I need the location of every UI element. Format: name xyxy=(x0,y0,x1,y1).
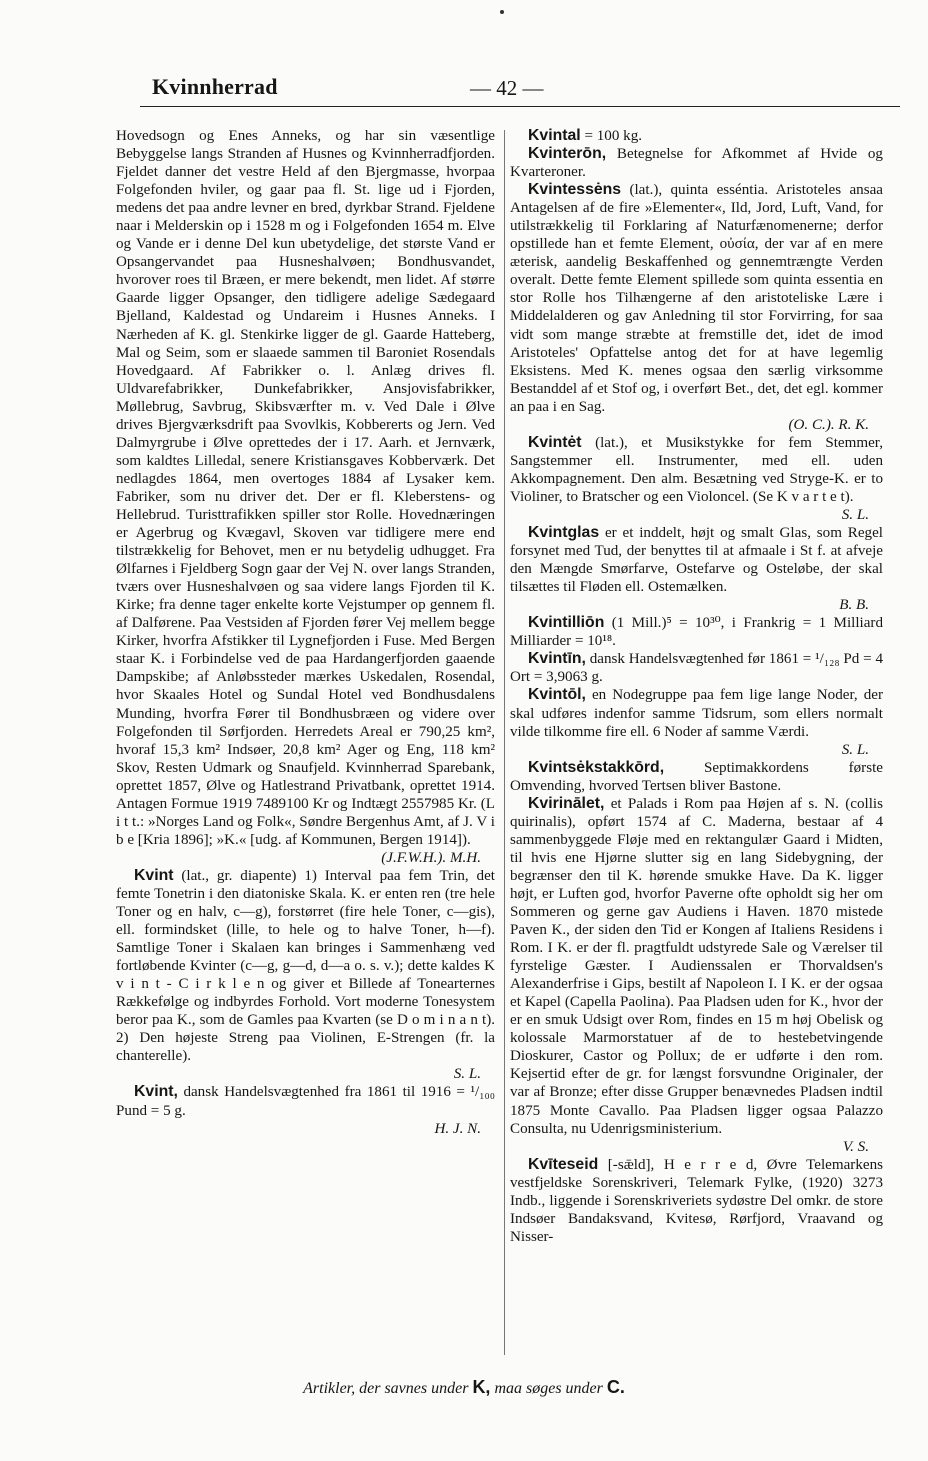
entry-text: dansk Handelsvægtenhed fra 1861 til 1916 = ¹/₁₀₀ Pund = 5 g. xyxy=(116,1084,495,1119)
column-divider xyxy=(504,130,505,1355)
author-signature: (J.F.W.H.). M.H. xyxy=(381,849,481,866)
entry-kvintsekstakkord xyxy=(510,759,883,795)
entry-text: Hovedsogn og Enes Anneks, og har sin væsentlige Bebyggelse langs Stranden af Husnes og Kvinnherradfjorden. Fjeldet danner det vestre Held af den Bjergmasse, hvorpaa Folgefonden hviler, og gaar paa fl. St. lige ud i Fjorden, medens det paa andre levner en bred, dyrkbar Strand. Fjeldene naar i Melderskin op i 1528 m og i Folgefonden 1654 m. Elve og Vande er i denne Del kun ubetydelige, det største Vand er Opsangervandet paa Husneshalvøen; Bondhusvandet, hvorover roes til Bræen, er mere bekendt, men lidet. Af større Gaarde ligger Opsanger, den tidligere adelige Sædegaard Bjelland, Kaldestad og Undareim i Husnes Anneks. I Nærheden af K. gl. Stenkirke ligger de gl. Gaarde Hatteberg, Mal og Seim, som er slaaede sammen til Baroniet Rosendals Hovedgaard. Af Fabrikker o. l. Anlæg drives fl. Uldvarefabrikker, Dunkefabrikker, Ansjovisfabrikker, Møllebrug, Savbrug, Skibsværfter m. v. Ved Dale i Ølve drives Bjergværksdrift paa Svovlkis, Kobbererts og Jern. Ved Dalmyrgrube i Ølve oprettedes der i 17. Aarh. et Jernværk, som kaldtes Lilledal, senere Kristiansgaves Kobberværk. Det nedlagdes 1864, men overtoges 1884 af Lysaker kem. Fabriker, som nu driver det. Der er fl. Kleberstens- og Hellebrud. Turisttrafikken spiller stor Rolle. Hovednæringen er Agerbrug og Kvægavl, Skoven var tidligere mere end tilstrækkelig for Behovet, men er nu betydelig udhugget. Fra Ølfarnes i Fjeldberg Sogn gaar der Vej N. over langs Stranden, tværs over Husneshalvøen og saa videre langs Fjorden til K. Kirke; fra denne tager enkelte korte Vejstumper op gennem fl. af Dalførene. Paa Vestsiden af Fjorden fører Vej mellem begge Kirker, hvorfra Afstikker til Lygnefjorden i Fuse. Med Bergen staar K. i Forbindelse ved de paa Hardangerfjorden gaaende Dampskibe; af Anløbssteder mærkes Uskedalen, Rosendal, hvor Skaales Hotel og Sundal Hotel ved Bondhusdalens Munding, hvorfra Fører til Bondhusbræen og videre over Folgefonden til Sørfjorden. Herredets Areal er 790,25 km², hvoraf 15,3 km² Indsøer, 20,8 km² Ager og Eng, 118 km² Skov, Resten Udmark og Snaufjeld. Kvinnherrad Sparebank, oprettet 1857, Ølve og Hatlestrand Privatbank, oprettet 1914. Antagen Formue 1919 7489100 Kr og Indtægt 2557985 Kr. (L i t t.: »Norges Land og Folk«, Søndre Bergenhus Amt, af J. V i b e [Kria 1896]; »K.« [udg. af Kommunen, Bergen 1914]). xyxy=(116,128,495,848)
author-signature: S. L. xyxy=(453,1066,481,1083)
entry-text: en Nodegruppe paa fem lige lange Noder, der skal udføres indenfor samme Tidsrum, som ellers normalt vilde tilkomme fire ell. 6 Noder af samme Værdi. xyxy=(510,687,883,740)
entry-text: (lat.), quinta esséntia. Aristoteles ansaa Antagelsen af de fire »Elementer«, Ild, Jord, Luft, Vand, for utilstrækkelig til Forklaring af Naturfænomenerne; derfor opstillede han et femte Element, οὐσία, der var af en mere æterisk, aandelig Beskaffenhed og gennemtrængte Verden overalt. Dette femte Element spillede som quinta essentia en stor Rolle hos Tilhængerne af den aristoteliske Lære i Middelalderen og gav Anledning til stor Forvirring, for saa vidt som mange stræbte at fremstille det, idet de imod Aristoteles' Opfattelse antog det for at have legemlig Eksistens. Med K. menes ogsaa den særlig virksomme Bestanddel af et Stof og, i overført Bet., det, det egl. kommer an paa i en Sag. xyxy=(510,182,883,415)
headword: Kvint, xyxy=(134,1083,178,1101)
entry-text: dansk Handelsvægtenhed før 1861 = ¹/₁₂₈ Pd = 4 Ort = 3,9063 g. xyxy=(510,651,884,686)
headword: Kvirinālet, xyxy=(528,794,605,812)
entry-text: [-sǣld], H e r r e d, Øvre Telemarkens vestfjeldske Sorenskriveri, Telemark Fylke, (1920) 3273 Indb., liggende i Sorenskriveriets sydøstre Del omkr. de store Indsøer Bandaksvand, Kvitesø, Rørfjord, Vraavand og Nisser- xyxy=(510,1156,883,1245)
page-number: — 42 — xyxy=(470,76,544,100)
entry-kvinnherrad-continued xyxy=(116,127,495,867)
entry-text: et Palads i Rom paa Højen af s. N. (collis quirinalis), opført 1574 af C. Maderna, bestaar af 4 sammenbyggede Fløje med en rektangulær Gaard i Midten, til hvis ene Hjørne slutter sig en lang Sidebygning, der begrænser den til K. hørende smukke Have. Da K. ligger højt, er Luften god, hvorfor Paverne ofte opholdt sig her om Sommeren og gerne gav Audiens i Haven. 1870 mistede Paven K., der siden den Tid er Kongen af Italiens Residens i Rom. I K. er der fl. pragtfuldt udstyrede Sale og Værelser til fyrstelige Gæster. I Audienssalen er Thorvaldsen's Alexanderfrise i Gips, bestilt af Napoleon I. I K. er der ogsaa et Kapel (Capella Paolina). Paa Pladsen uden for K., hvor der er en smuk Udsigt over Rom, findes en 15 m høj Obelisk og kolossale Marmorstatuer af de to hestebetvingende Dioskurer, Castor og Pollux; de er udførte i den rom. Kejsertid efter de gr. for længst forsvundne Originaler, der var af Bronze; efter disse Grupper benævnedes Pladsen indtil 1875 Monte Cavallo. Paa Pladsen ligger ogsaa Palazzo Consulta, nu Udenrigsministerium. xyxy=(510,795,883,1137)
entry-kvintglas xyxy=(510,524,883,614)
footer-letter-c: C. xyxy=(606,1377,625,1397)
left-column xyxy=(116,127,495,1138)
headword: Kvintōl, xyxy=(528,686,586,704)
entry-kvintet xyxy=(510,434,883,524)
entry-kvintin xyxy=(510,650,883,686)
entry-kvinteron xyxy=(510,145,883,181)
headword: Kvint xyxy=(134,866,174,884)
headword: Kvintessėns xyxy=(528,181,622,199)
footer-letter-k: K, xyxy=(472,1377,491,1397)
entry-text: Septimakkordens første Omvending, hvorved Tertsen bliver Bastone. xyxy=(510,759,883,794)
entry-kvirinalet xyxy=(510,795,883,1156)
entry-kvint-interval xyxy=(116,867,495,1084)
author-signature: S. L. xyxy=(841,506,869,523)
headword: Kvintsėkstakkōrd, xyxy=(528,758,665,776)
headword: Kvīteseid xyxy=(528,1155,599,1173)
footer-text: Artikler, der savnes under xyxy=(303,1380,469,1397)
entry-kvint-weight xyxy=(116,1083,495,1137)
running-head-title: Kvinnherrad xyxy=(152,74,278,99)
author-signature: (O. C.). R. K. xyxy=(788,416,869,433)
author-signature: S. L. xyxy=(841,741,869,758)
footer-text: maa søges under xyxy=(494,1380,603,1397)
author-signature: B. B. xyxy=(839,597,869,614)
headword: Kvintėt xyxy=(528,433,582,451)
print-speck xyxy=(500,10,504,14)
entry-kviteseid xyxy=(510,1156,883,1246)
entry-kvintal xyxy=(510,127,883,145)
entry-text: (1 Mill.)⁵ = 10³⁰, i Frankrig = 1 Milliard Milliarder = 10¹⁸. xyxy=(510,615,883,650)
entry-kvintol xyxy=(510,686,883,758)
entry-text: (lat.), et Musikstykke for fem Stemmer, Sangstemmer ell. Instrumenter, med ell. uden Akkompagnement. Den alm. Besætning ved Stryge-K. er to Violiner, to Bratscher og een Violoncel. (Se K v a r t e t). xyxy=(510,434,883,505)
headword: Kvinterōn, xyxy=(528,145,607,163)
page-header xyxy=(0,70,928,110)
entry-kvintillion xyxy=(510,614,883,650)
headword: Kvintīn, xyxy=(528,650,586,668)
entry-text: Betegnelse for Afkommet af Hvide og Kvarteroner. xyxy=(510,146,883,181)
author-signature: H. J. N. xyxy=(434,1120,481,1137)
headword: Kvintilliōn xyxy=(528,614,605,632)
entry-text: (lat., gr. diapente) 1) Interval paa fem Trin, det femte Tonetrin i den diatoniske Skala. K. er enten ren (tre hele Toner og en halv, c—g), forstørret (fire hele Toner, c—gis), ell. formindsket (lille, to hele og to halve Toner, h—f). Samtlige Toner i Skalaen kan bringes i Sammenhæng ved fortløbende Kvinter (c—g, g—d, d—a o. s. v.); dette kaldes K v i n t - C i r k l e n og giver et Billede af Tonearternes Rækkefølge og indbyrdes Forhold. Vort moderne Tonesystem beror paa K., som de Gamles paa Kvarten (se D o m i n a n t). 2) Den højeste Streng paa Violinen, E-Strengen (fr. la chanterelle). xyxy=(116,867,495,1065)
entry-text: er et inddelt, højt og smalt Glas, som Regel forsynet med Tud, der benyttes til at afmaale i St f. at afveje den Mængde Smørfarve, Ostefarve og Osteløbe, der skal tilsættes til Fløden ell. Ostemælken. xyxy=(510,525,883,596)
author-signature: V. S. xyxy=(842,1138,869,1155)
header-rule xyxy=(140,106,900,107)
headword: Kvintglas xyxy=(528,524,600,542)
right-column xyxy=(510,127,883,1246)
headword: Kvintal xyxy=(528,127,581,144)
entry-kvintessens xyxy=(510,181,883,434)
page-footer-note xyxy=(0,1377,928,1398)
entry-text: = 100 kg. xyxy=(584,128,643,144)
